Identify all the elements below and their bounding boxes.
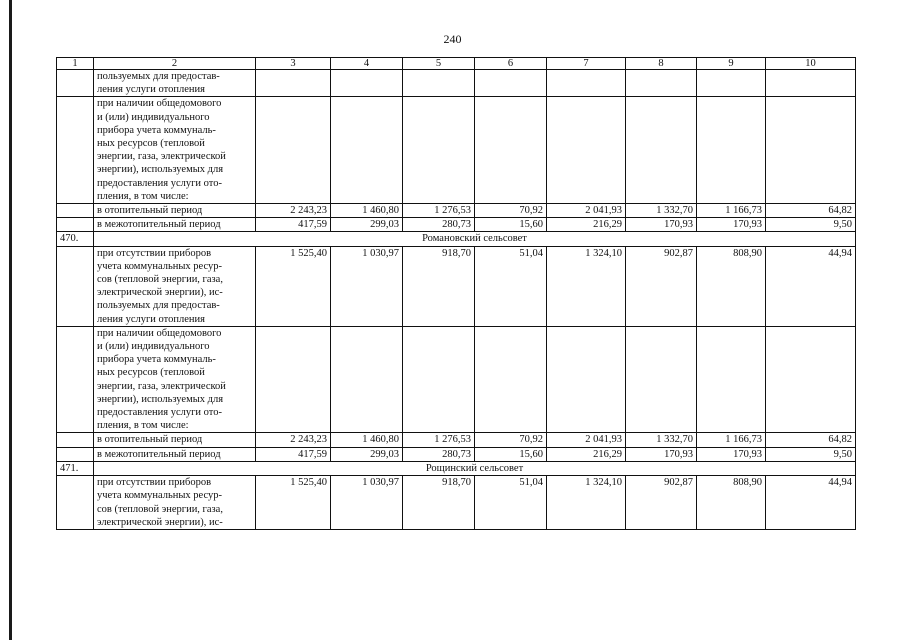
value-cell: 216,29 bbox=[547, 218, 626, 232]
table-row bbox=[57, 476, 856, 530]
description-line: электрической энергии), ис- bbox=[97, 287, 223, 299]
description-line: ления услуги отопления bbox=[97, 84, 205, 96]
value-cell: 216,29 bbox=[547, 447, 626, 461]
value-cell: 417,59 bbox=[256, 447, 331, 461]
description-line: при наличии общедомового bbox=[97, 98, 222, 110]
value-cell: 1 030,97 bbox=[331, 476, 403, 530]
value-cell: 417,59 bbox=[256, 218, 331, 232]
table-row bbox=[57, 70, 856, 97]
description-line: учета коммунальных ресур- bbox=[97, 260, 222, 272]
description-line: пления, в том числе: bbox=[97, 420, 189, 432]
table-row bbox=[57, 447, 856, 461]
section-number: 470. bbox=[57, 232, 94, 246]
value-cell: 9,50 bbox=[766, 218, 856, 232]
description-line: прибора учета коммуналь- bbox=[97, 354, 216, 366]
value-cell: 170,93 bbox=[697, 218, 766, 232]
table-row bbox=[57, 246, 856, 326]
value-cell: 2 041,93 bbox=[547, 204, 626, 218]
value-cell: 44,94 bbox=[766, 246, 856, 326]
value-cell: 299,03 bbox=[331, 218, 403, 232]
value-cell: 170,93 bbox=[626, 447, 697, 461]
tariff-table bbox=[56, 57, 856, 530]
description-line: ных ресурсов (тепловой bbox=[97, 367, 205, 379]
binding-line bbox=[9, 0, 12, 640]
value-cell: 918,70 bbox=[403, 246, 475, 326]
value-cell: 808,90 bbox=[697, 246, 766, 326]
description-line: учета коммунальных ресур- bbox=[97, 490, 222, 502]
row-number-cell bbox=[57, 97, 94, 204]
value-cell: 902,87 bbox=[626, 476, 697, 530]
row-number-cell bbox=[57, 246, 94, 326]
description-cell bbox=[94, 97, 256, 204]
value-cell: 1 525,40 bbox=[256, 476, 331, 530]
value-cell: 1 324,10 bbox=[547, 476, 626, 530]
description-line: пользуемых для предостав- bbox=[97, 300, 220, 312]
description-line: сов (тепловой энергии, газа, bbox=[97, 274, 223, 286]
value-cell: 15,60 bbox=[475, 218, 547, 232]
value-cell: 1 030,97 bbox=[331, 246, 403, 326]
value-cell: 1 525,40 bbox=[256, 246, 331, 326]
interheating-label: в межотопительный период bbox=[94, 218, 256, 232]
value-cell: 918,70 bbox=[403, 476, 475, 530]
page-number: 240 bbox=[443, 32, 462, 46]
value-cell: 1 460,80 bbox=[331, 204, 403, 218]
header-row bbox=[57, 58, 856, 70]
table-row bbox=[57, 204, 856, 218]
table-row bbox=[57, 97, 856, 204]
header-cell: 4 bbox=[331, 58, 403, 70]
description-line: ления услуги отопления bbox=[97, 313, 205, 325]
row-number-cell bbox=[57, 476, 94, 530]
value-cell: 2 243,23 bbox=[256, 433, 331, 447]
heating-label: в отопительный период bbox=[94, 433, 256, 447]
header-cell: 9 bbox=[697, 58, 766, 70]
row-number-cell bbox=[57, 218, 94, 232]
table-row bbox=[57, 218, 856, 232]
header-cell: 5 bbox=[403, 58, 475, 70]
value-cell: 15,60 bbox=[475, 447, 547, 461]
description-line: при отсутствии приборов bbox=[97, 247, 212, 259]
description-line: электрической энергии), ис- bbox=[97, 516, 223, 528]
section-row bbox=[57, 461, 856, 475]
value-cell: 64,82 bbox=[766, 204, 856, 218]
description-line: энергии, газа, электрической bbox=[97, 151, 226, 163]
value-cell: 2 243,23 bbox=[256, 204, 331, 218]
header-cell: 1 bbox=[57, 58, 94, 70]
description-line: и (или) индивидуального bbox=[97, 341, 210, 353]
description-cell bbox=[94, 246, 256, 326]
value-cell: 1 332,70 bbox=[626, 204, 697, 218]
row-number-cell bbox=[57, 326, 94, 433]
description-line: пользуемых для предостав- bbox=[97, 71, 220, 82]
value-cell: 51,04 bbox=[475, 246, 547, 326]
value-cell: 1 166,73 bbox=[697, 204, 766, 218]
description-line: прибора учета коммуналь- bbox=[97, 124, 216, 136]
value-cell: 1 276,53 bbox=[403, 433, 475, 447]
heating-label: в отопительный период bbox=[94, 204, 256, 218]
value-cell: 1 324,10 bbox=[547, 246, 626, 326]
description-cell bbox=[94, 70, 256, 97]
description-line: пления, в том числе: bbox=[97, 190, 189, 202]
value-cell: 1 460,80 bbox=[331, 433, 403, 447]
row-number-cell bbox=[57, 204, 94, 218]
value-cell: 808,90 bbox=[697, 476, 766, 530]
description-line: предоставления услуги ото- bbox=[97, 407, 222, 419]
table-row bbox=[57, 433, 856, 447]
header-cell: 2 bbox=[94, 58, 256, 70]
value-cell: 1 332,70 bbox=[626, 433, 697, 447]
value-cell: 9,50 bbox=[766, 447, 856, 461]
description-line: энергии), используемых для bbox=[97, 164, 224, 176]
description-line: и (или) индивидуального bbox=[97, 111, 210, 123]
value-cell: 70,92 bbox=[475, 433, 547, 447]
section-name: Рощинский сельсовет bbox=[94, 461, 856, 475]
value-cell: 280,73 bbox=[403, 218, 475, 232]
description-line: при отсутствии приборов bbox=[97, 477, 212, 489]
value-cell: 280,73 bbox=[403, 447, 475, 461]
value-cell: 2 041,93 bbox=[547, 433, 626, 447]
description-line: энергии, газа, электрической bbox=[97, 380, 226, 392]
table-row bbox=[57, 326, 856, 433]
row-number-cell bbox=[57, 70, 94, 97]
header-cell: 3 bbox=[256, 58, 331, 70]
section-number: 471. bbox=[57, 461, 94, 475]
description-line: сов (тепловой энергии, газа, bbox=[97, 503, 223, 515]
description-line: при наличии общедомового bbox=[97, 327, 222, 339]
description-line: предоставления услуги ото- bbox=[97, 177, 222, 189]
description-line: энергии), используемых для bbox=[97, 393, 224, 405]
value-cell: 902,87 bbox=[626, 246, 697, 326]
header-cell: 7 bbox=[547, 58, 626, 70]
row-number-cell bbox=[57, 447, 94, 461]
row-number-cell bbox=[57, 433, 94, 447]
section-row bbox=[57, 232, 856, 246]
header-cell: 6 bbox=[475, 58, 547, 70]
value-cell: 70,92 bbox=[475, 204, 547, 218]
interheating-label: в межотопительный период bbox=[94, 447, 256, 461]
value-cell: 170,93 bbox=[626, 218, 697, 232]
section-name: Романовский сельсовет bbox=[94, 232, 856, 246]
description-cell bbox=[94, 326, 256, 433]
value-cell: 44,94 bbox=[766, 476, 856, 530]
header-cell: 10 bbox=[766, 58, 856, 70]
value-cell: 51,04 bbox=[475, 476, 547, 530]
value-cell: 170,93 bbox=[697, 447, 766, 461]
value-cell: 1 166,73 bbox=[697, 433, 766, 447]
value-cell: 1 276,53 bbox=[403, 204, 475, 218]
header-cell: 8 bbox=[626, 58, 697, 70]
value-cell: 64,82 bbox=[766, 433, 856, 447]
description-line: ных ресурсов (тепловой bbox=[97, 138, 205, 150]
value-cell: 299,03 bbox=[331, 447, 403, 461]
description-cell bbox=[94, 476, 256, 530]
